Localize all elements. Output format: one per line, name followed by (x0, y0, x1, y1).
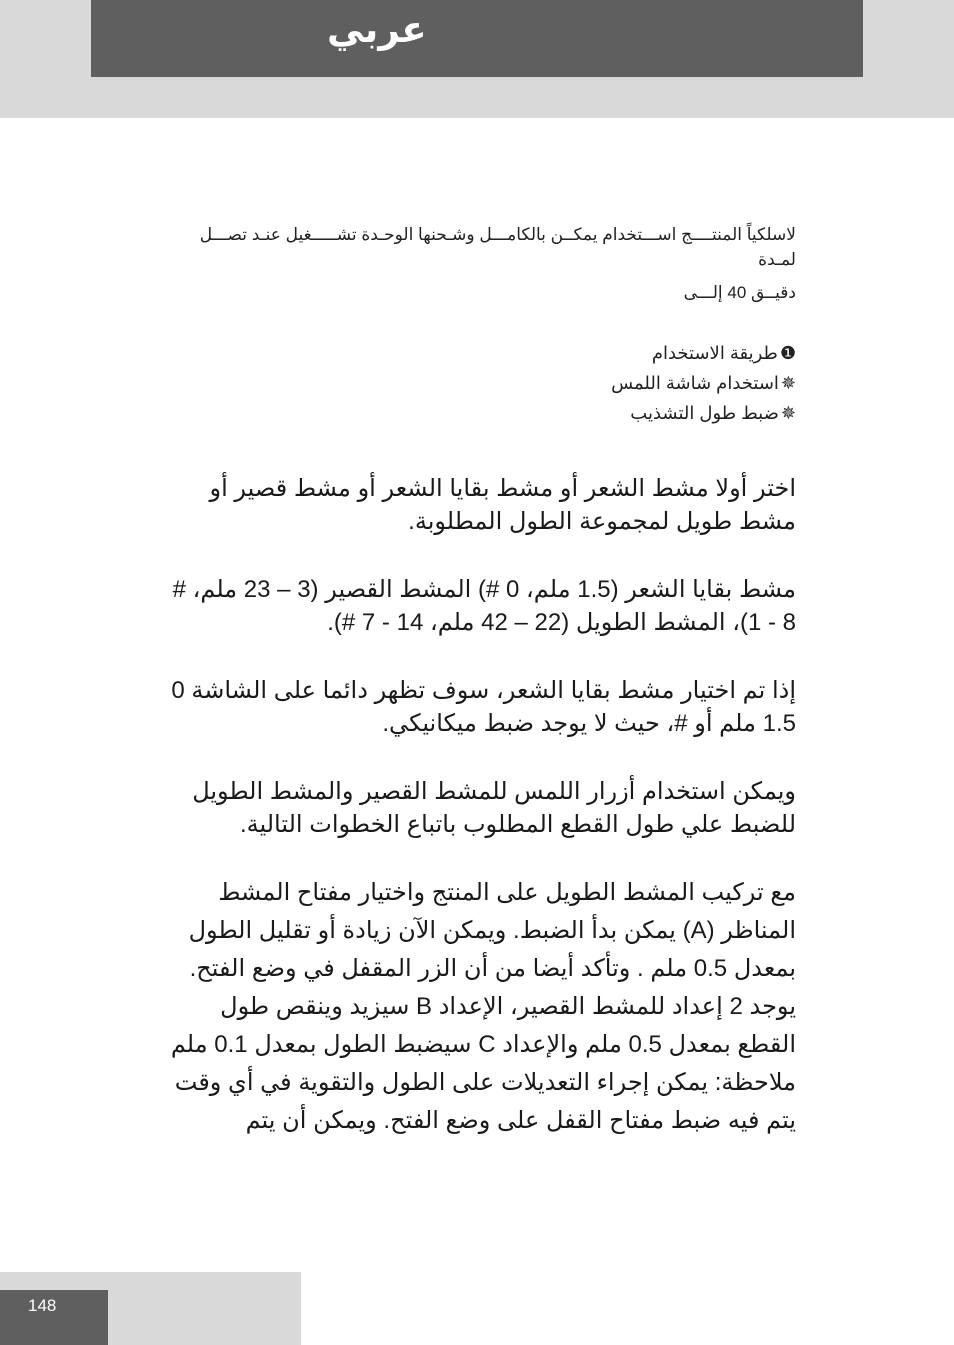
menu-item-usage (170, 338, 796, 368)
intro-line-1: لاسلكياً المنتــــج اســـتخدام يمكــن بالكامـــل وشـحنها الوحـدة تشـــــغيل عنـد تصـــل لمـدة (199, 225, 796, 269)
menu-item-label: ضبط طول التشذيب (630, 403, 779, 423)
menu-item-label: استخدام شاشة اللمس (611, 373, 779, 393)
intro-text-2 (170, 280, 796, 305)
star-icon: ✵ (780, 373, 796, 393)
menu-item-label: طريقة الاستخدام (651, 343, 778, 363)
paragraph-touch-buttons: ويمكن استخدام أزرار اللمس للمشط القصير والمشط الطويل للضبط علي طول القطع المطلوب باتباع الخطوات التالية. (192, 778, 796, 838)
intro-text (170, 222, 796, 272)
star-icon: ✵ (780, 403, 796, 423)
paragraph-adjust-instructions: مع تركيب المشط الطويل على المنتج واختيار مفتاح المشط المناظر (A) يمكن بدأ الضبط. ويمكن الآن زيادة أو تقليل الطول بمعدل 0.5 ملم . وتأكد أيضا من أن الزر المقفل في وضع الفتح. يوجد 2 إعداد للمشط القصير، الإعداد B سيزيد وينقص طول القطع بمعدل 0.5 ملم والإعداد C سيضبط الطول بمعدل 0.1 ملم ملاحظة: يمكن إجراء التعديلات على الطول والتقوية في أي وقت يتم فيه ضبط مفتاح القفل على وضع الفتح. ويمكن أن يتم (170, 879, 796, 1134)
menu-item-trim-length (170, 398, 796, 428)
header-title-bar (91, 0, 863, 77)
paragraph-comb-ranges: مشط بقايا الشعر (1.5 ملم، 0 #) المشط القصير (3 – 23 ملم، # 8 - 1)، المشط الطويل (22 – 42 ملم، 14 - 7 #). (172, 576, 796, 636)
paragraph-choose-comb: اختر أولا مشط الشعر أو مشط بقايا الشعر أو مشط قصير أو مشط طويل لمجموعة الطول المطلوبة. (209, 475, 796, 535)
intro-line-2: دقيــق 40 إلـــى (683, 283, 796, 302)
paragraph-stubble-display: إذا تم اختيار مشط بقايا الشعر، سوف تظهر دائما على الشاشة 0 1.5 ملم أو #، حيث لا يوجد ضبط ميكانيكي. (171, 677, 796, 737)
language-title: عربي (327, 9, 427, 50)
alert-icon: ❶ (779, 343, 796, 363)
section-menu (170, 338, 796, 428)
page-number: 148 (28, 1296, 57, 1315)
menu-item-touchscreen (170, 368, 796, 398)
